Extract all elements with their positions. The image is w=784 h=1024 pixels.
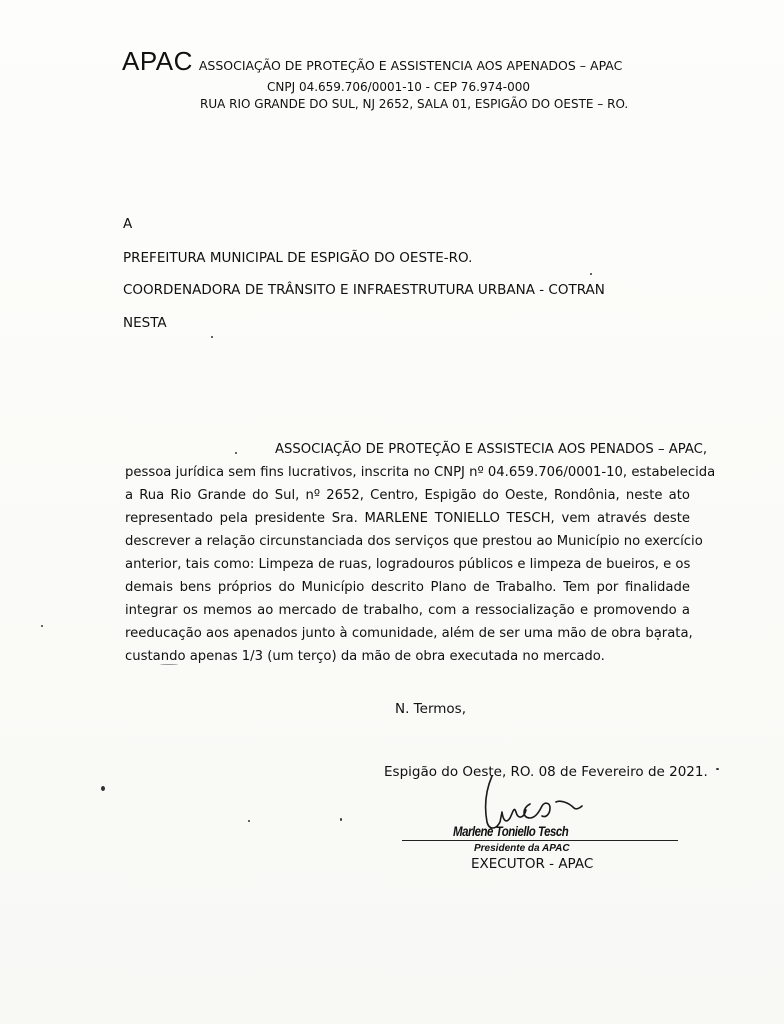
body-line: reeducação aos apenados junto à comunidade, além de ser uma mão de obra barata, xyxy=(125,626,693,641)
addressee-to: A xyxy=(123,216,133,232)
scan-speck xyxy=(590,273,592,275)
body-line: descrever a relação circunstanciada dos serviços que prestou ao Município no exercício xyxy=(125,534,703,549)
signature-line xyxy=(402,840,678,841)
addressee-line-3: NESTA xyxy=(123,315,167,331)
body-line: pessoa jurídica sem fins lucrativos, inscrita no CNPJ nº 04.659.706/0001-10, estabelecida xyxy=(125,465,716,480)
letterhead-title xyxy=(122,46,622,77)
scan-speck xyxy=(160,664,178,665)
body-line: a Rua Rio Grande do Sul, nº 2652, Centro, Espigão do Oeste, Rondônia, neste ato xyxy=(125,488,690,503)
body-line: anterior, tais como: Limpeza de ruas, logradouros públicos e limpeza de bueiros, e os xyxy=(125,557,691,572)
body-line: integrar os memos ao mercado de trabalho, com a ressocialização e promovendo a xyxy=(125,603,690,618)
letterhead-address: RUA RIO GRANDE DO SUL, NJ 2652, SALA 01, ESPIGÃO DO OESTE – RO. xyxy=(200,97,629,111)
scan-speck xyxy=(211,336,213,338)
letterhead-acronym: APAC xyxy=(122,46,193,76)
scan-speck xyxy=(235,452,237,454)
place-and-date: Espigão do Oeste, RO. 08 de Fevereiro de 2021. xyxy=(384,764,708,780)
closing-phrase: N. Termos, xyxy=(395,701,466,717)
scan-speck xyxy=(340,818,342,821)
stamp-signer-name: Marlene Toniello Tesch xyxy=(453,823,569,839)
scan-speck xyxy=(716,768,719,770)
body-line: demais bens próprios do Município descrito Plano de Trabalho. Tem por finalidade xyxy=(125,580,690,595)
body-line: custando apenas 1/3 (um terço) da mão de obra executada no mercado. xyxy=(125,649,605,664)
signer-role: EXECUTOR - APAC xyxy=(471,856,594,872)
addressee-line-1: PREFEITURA MUNICIPAL DE ESPIGÃO DO OESTE-RO. xyxy=(123,250,473,266)
body-line: ASSOCIAÇÃO DE PROTEÇÃO E ASSISTECIA AOS PENADOS – APAC, xyxy=(275,442,708,457)
stamp-signer-title: Presidente da APAC xyxy=(474,843,570,854)
letterhead-registration: CNPJ 04.659.706/0001-10 - CEP 76.974-000 xyxy=(267,80,531,94)
letterhead-full-name: ASSOCIAÇÃO DE PROTEÇÃO E ASSISTENCIA AOS APENADOS – APAC xyxy=(198,58,623,73)
addressee-line-2: COORDENADORA DE TRÂNSITO E INFRAESTRUTURA URBANA - COTRAN xyxy=(123,282,605,298)
body-line: representado pela presidente Sra. MARLENE TONIELLO TESCH, vem através deste xyxy=(125,511,690,526)
scan-speck xyxy=(248,820,250,822)
scan-speck xyxy=(101,786,105,791)
scan-speck xyxy=(41,625,43,627)
